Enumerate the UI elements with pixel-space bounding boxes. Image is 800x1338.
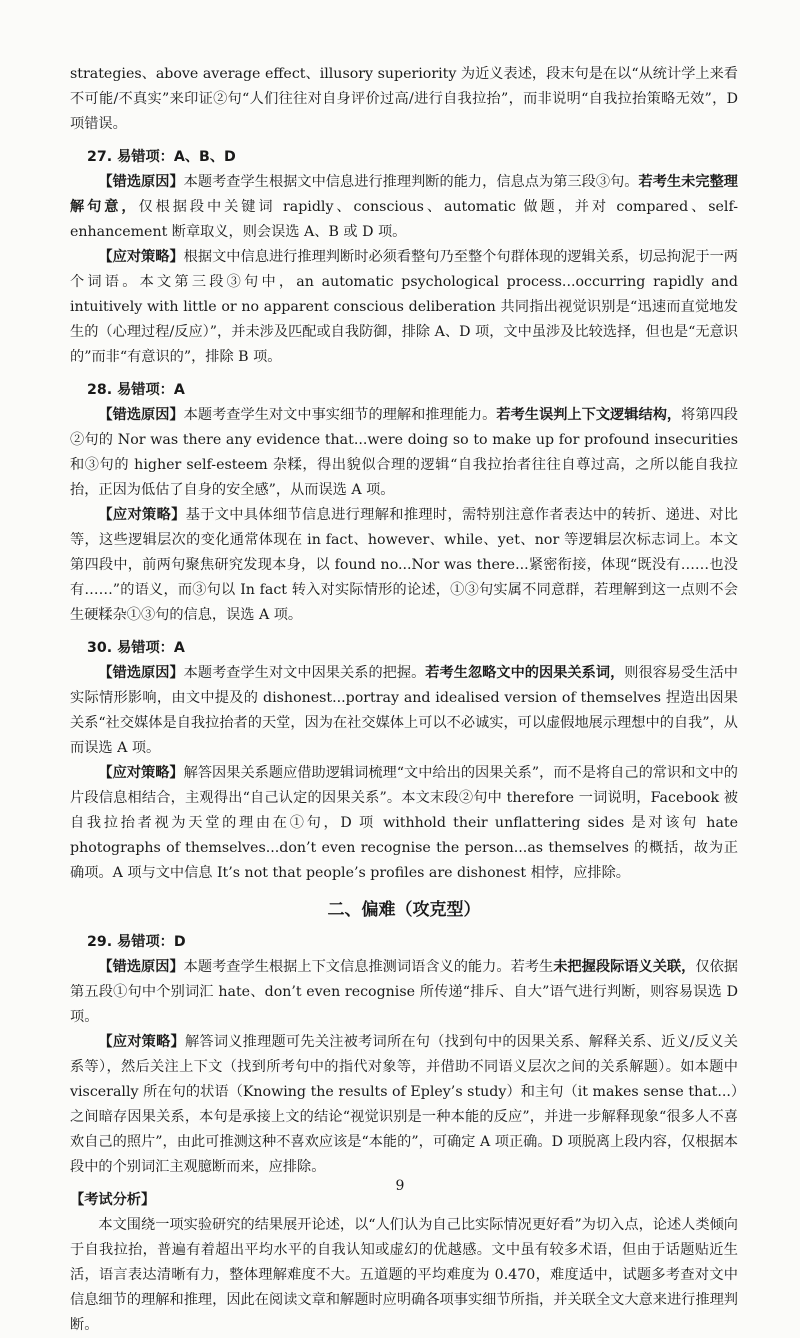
document-page	[70, 62, 738, 1338]
analysis-heading: 【考试分析】	[70, 1192, 156, 1208]
strategy-tag: 【应对策略】	[98, 507, 186, 523]
q29-strategy: 【应对策略】解答词义推理题可先关注被考词所在句（找到句中的因果关系、解释关系、近义/反义关系等），然后关注上下文（找到所考句中的指代对象等，并借助不同语义层次之间的关系解题）。如本题中 viscerally 所在句的状语（Knowing the results of Epley’s study）和主句（it makes sense that...）之间暗存因果关系，本句是承接上文的结论“视觉识别是一种本能的反应”，并进一步解释现象“很多人不喜欢自己的照片”，由此可推测这种不喜欢应该是“本能的”，可确定 A 项正确。D 项脱离上段内容，仅根据本段中的个别词汇主观臆断而来，应排除。	[70, 1034, 738, 1175]
page-number: 9	[395, 1178, 405, 1194]
reason-tag: 【错选原因】	[98, 174, 184, 190]
analysis-body: 本文围绕一项实验研究的结果展开论述，以“人们认为自己比实际情况更好看”为切入点，论述人类倾向于自我拉抬，普遍有着超出平均水平的自我认知或虚幻的优越感。文中虽有较多术语，但由于话题贴近生活，语言表达清晰有力，整体理解难度不大。五道题的平均难度为 0.470，难度适中，试题多考查对文中信息细节的理解和推理，因此在阅读文章和解题时应明确各项事实细节所指，并关联全文大意来进行推理判断。	[70, 1217, 738, 1333]
reason-tag: 【错选原因】	[98, 665, 184, 681]
strategy-tag: 【应对策略】	[98, 765, 184, 781]
q30-strategy: 【应对策略】解答因果关系题应借助逻辑词梳理“文中给出的因果关系”，而不是将自己的常识和文中的片段信息相结合，主观得出“自己认定的因果关系”。本文末段②句中 therefore 一词说明，Facebook 被自我拉抬者视为天堂的理由在①句，D 项 withhold their unflattering sides 是对该句 hate photographs of themselves...don’t even recognise the person...as themselves 的概括，故为正确项。A 项与文中信息 It’s not that people’s profiles are dishonest 相悖，应排除。	[70, 765, 738, 881]
q27-heading: 27. 易错项：A、B、D	[87, 149, 236, 165]
q27-reason: 【错选原因】本题考查学生根据文中信息进行推理判断的能力，信息点为第三段③句。若考生未完整理解句意，仅根据段中关键词 rapidly、conscious、automatic 做题，并对 compared、self-enhancement 断章取义，则会误选 A、B 或 D 项。	[70, 174, 738, 240]
q29-heading: 29. 易错项：D	[87, 934, 186, 950]
intro-paragraph: strategies、above average effect、illusory superiority 为近义表述，段末句是在以“从统计学上来看不可能/不真实”来印证②句“人们往往对自身评价过高/进行自我拉抬”，而非说明“自我拉抬策略无效”，D 项错误。	[70, 66, 738, 132]
q30-heading: 30. 易错项：A	[87, 640, 185, 656]
section-title: 二、偏难（攻克型）	[327, 900, 481, 920]
q28-strategy: 【应对策略】基于文中具体细节信息进行理解和推理时，需特别注意作者表达中的转折、递进、对比等，这些逻辑层次的变化通常体现在 in fact、however、while、yet、nor 等逻辑层次标志词上。本文第四段中，前两句聚焦研究发现本身，以 found no...Nor was there...紧密衔接，体现“既没有……也没有……”的语义，而③句以 In fact 转入对实际情形的论述，①③句实属不同意群，若理解到这一点则不会生硬糅杂①③句的信息，误选 A 项。	[70, 507, 738, 623]
q30-reason: 【错选原因】本题考查学生对文中因果关系的把握。若考生忽略文中的因果关系词，则很容易受生活中实际情形影响，由文中提及的 dishonest...portray and idealised version of themselves 捏造出因果关系“社交媒体是自我拉抬者的天堂，因为在社交媒体上可以不必诚实，可以虚假地展示理想中的自我”，从而误选 A 项。	[70, 665, 738, 756]
strategy-tag: 【应对策略】	[98, 1034, 185, 1050]
strategy-tag: 【应对策略】	[98, 249, 184, 265]
q28-reason: 【错选原因】本题考查学生对文中事实细节的理解和推理能力。若考生误判上下文逻辑结构，将第四段②句的 Nor was there any evidence that...were doing so to make up for profound insecurities 和③句的 higher self-esteem 杂糅，得出貌似合理的逻辑“自我拉抬者往往自尊过高，之所以能自我拉抬，正因为低估了自身的安全感”，从而误选 A 项。	[70, 407, 738, 498]
q28-heading: 28. 易错项：A	[87, 382, 185, 398]
q27-strategy: 【应对策略】根据文中信息进行推理判断时必须看整句乃至整个句群体现的逻辑关系，切忌拘泥于一两个词语。本文第三段③句中，an automatic psychological process...occurring rapidly and intuitively with little or no apparent conscious deliberation 共同指出视觉识别是“迅速而直觉地发生的（心理过程/反应）”，并未涉及匹配或自我防御，排除 A、D 项，文中虽涉及比较选择，但也是“无意识的”而非“有意识的”，排除 B 项。	[70, 249, 738, 365]
reason-tag: 【错选原因】	[98, 407, 184, 423]
reason-tag: 【错选原因】	[98, 959, 184, 975]
q29-reason: 【错选原因】本题考查学生根据上下文信息推测词语含义的能力。若考生未把握段际语义关联，仅依据第五段①句中个别词汇 hate、don’t even recognise 所传递“排斥、自大”语气进行判断，则容易误选 D 项。	[70, 959, 738, 1025]
